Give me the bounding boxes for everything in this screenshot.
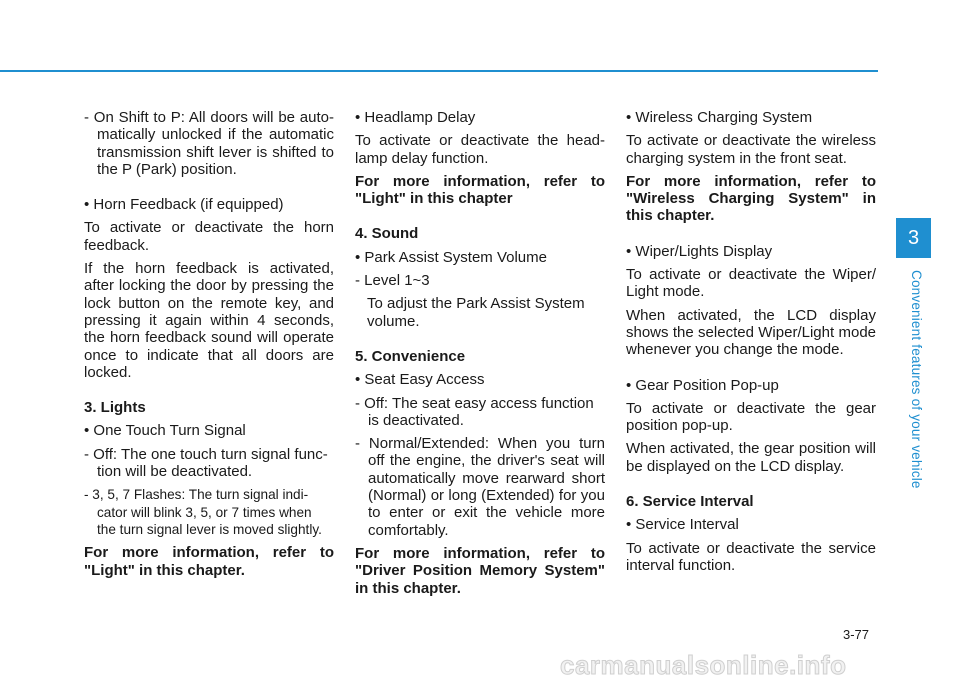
headlamp-delay-desc: To activate or deactivate the head-lamp delay function.	[355, 132, 605, 167]
light-reference: For more information, refer to "Light" in this chapter.	[84, 544, 334, 579]
wireless-charging-reference: For more information, refer to "Wireless Charging System" in this chapter.	[626, 172, 876, 225]
wireless-charging-bullet: • Wireless Charging System	[626, 109, 813, 126]
convenience-heading: 5. Convenience	[355, 347, 466, 365]
wireless-charging-desc: To activate or deactivate the wireless charging system in the front seat.	[626, 132, 876, 167]
gear-position-bullet: • Gear Position Pop-up	[626, 376, 779, 394]
chapter-tab: 3	[896, 218, 931, 258]
level-range-text: - Level 1~3	[355, 272, 430, 290]
lights-heading: 3. Lights	[84, 399, 146, 417]
right-column	[626, 109, 876, 580]
service-interval-desc: To activate or deactivate the service interval function.	[626, 539, 876, 574]
driver-position-reference: For more information, refer to "Driver Position Memory System" in this chapter.	[355, 544, 605, 597]
left-column	[84, 109, 334, 585]
horn-feedback-detail: If the horn feedback is activated, after locking the door by pressing the lock button on the remote key, and pressing it again within 4 seconds, the horn feedback sound will operate once to indicate that all doors are locked.	[84, 260, 334, 381]
shift-to-p-text: - On Shift to P: All doors will be auto-matically unlocked if the automatic transmission shift lever is shifted to the P (Park) position.	[84, 109, 334, 178]
middle-column	[355, 109, 605, 603]
turn-signal-flashes-text: - 3, 5, 7 Flashes: The turn signal indi-cator will blink 3, 5, or 7 times when the turn signal lever is moved slightly.	[84, 487, 322, 537]
one-touch-turn-signal-bullet: • One Touch Turn Signal	[84, 422, 246, 440]
seat-easy-off-text: - Off: The seat easy access function is deactivated.	[355, 394, 594, 429]
sound-heading: 4. Sound	[355, 225, 419, 243]
turn-signal-off-text: - Off: The one touch turn signal func-tion will be deactivated.	[84, 445, 328, 481]
header-rule	[0, 70, 878, 72]
seat-easy-access-bullet: • Seat Easy Access	[355, 371, 485, 389]
gear-position-detail: When activated, the gear position will be displayed on the LCD display.	[626, 440, 876, 475]
page-number: 3-77	[843, 627, 870, 642]
wiper-lights-desc: To activate or deactivate the Wiper/ Light mode.	[626, 266, 876, 301]
wiper-lights-display-bullet: • Wiper/Lights Display	[626, 242, 773, 260]
headlamp-reference: For more information, refer to "Light" in this chapter	[355, 172, 605, 208]
horn-feedback-bullet: • Horn Feedback (if equipped)	[84, 196, 284, 214]
horn-feedback-desc: To activate or deactivate the horn feedback.	[84, 219, 334, 254]
watermark-text: carmanualsonline.info	[560, 650, 847, 680]
wiper-lights-detail: When activated, the LCD display shows the selected Wiper/Light mode whenever you change the mode.	[626, 306, 876, 359]
park-assist-volume-desc: To adjust the Park Assist System volume.	[367, 295, 585, 330]
service-interval-bullet: • Service Interval	[626, 516, 739, 534]
headlamp-delay-bullet: • Headlamp Delay	[355, 109, 476, 126]
park-assist-volume-bullet: • Park Assist System Volume	[355, 248, 547, 266]
chapter-title: Convenient features of your vehicle	[909, 270, 924, 489]
seat-easy-normal-text: - Normal/Extended: When you turn off the engine, the driver's seat will automatically move rearward short (Normal) or long (Extended) for you to enter or exit the vehicle more comfortably.	[355, 435, 605, 539]
service-interval-heading: 6. Service Interval	[626, 493, 754, 511]
gear-position-desc: To activate or deactivate the gear position pop-up.	[626, 399, 876, 435]
